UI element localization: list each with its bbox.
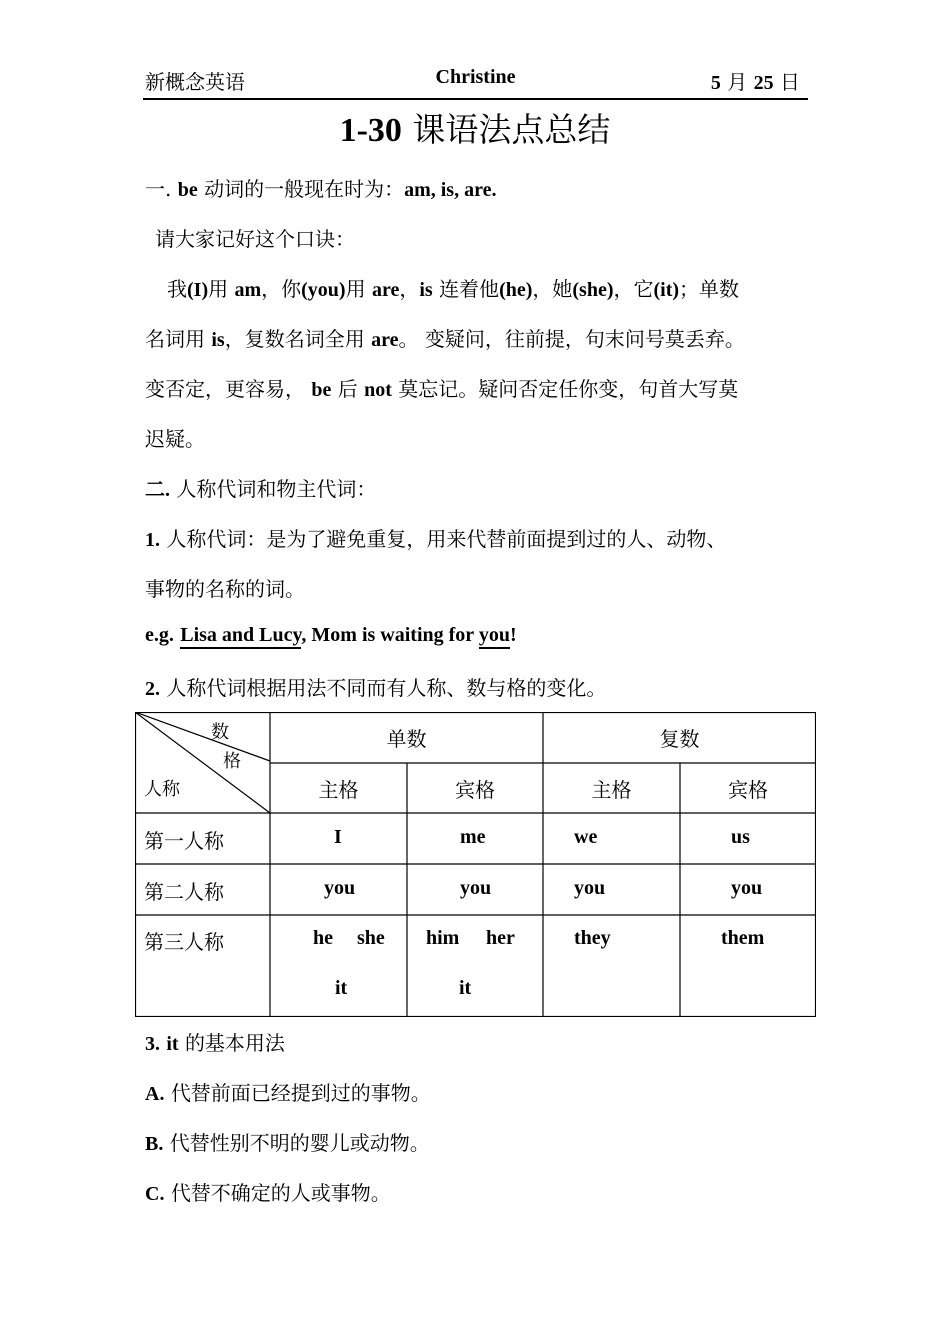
cell: them — [721, 927, 765, 949]
header-singular-obj: 宾格 — [455, 778, 495, 802]
cell: it — [459, 977, 472, 999]
cell: you — [460, 877, 492, 899]
corner-num: 数 — [211, 722, 229, 743]
header-plural-obj: 宾格 — [728, 778, 768, 802]
list-item: B. 代替性别不明的婴儿或动物。 — [145, 1131, 430, 1155]
header-center: Christine — [435, 66, 516, 88]
page-header — [143, 62, 808, 100]
point-1-cont: 事物的名称的词。 — [145, 577, 305, 601]
poem-line-1: 我(I)用 am，你(you)用 are，is 连着他(he)，她(she)，它(it)；单数 — [167, 277, 740, 301]
cell: she — [357, 927, 385, 949]
poem-line-2: 名词用 is，复数名词全用 are。 变疑问，往前提，句末问号莫丢弃。 — [145, 327, 745, 351]
cell: we — [574, 826, 598, 848]
pronoun-table — [135, 712, 816, 1017]
page-title: 1-30 课语法点总结 — [339, 110, 611, 149]
list-item: A. 代替前面已经提到过的事物。 — [145, 1081, 431, 1105]
cell: you — [731, 877, 763, 899]
point-2: 2. 人称代词根据用法不同而有人称、数与格的变化。 — [145, 676, 607, 700]
row-label: 第一人称 — [144, 829, 224, 853]
list-item: C. 代替不确定的人或事物。 — [145, 1181, 391, 1205]
poem-line-3: 变否定，更容易， be 后 not 莫忘记。疑问否定任你变，句首大写莫 — [145, 377, 739, 401]
example-sentence: e.g. Lisa and Lucy, Mom is waiting for you! — [145, 622, 517, 647]
cell: us — [731, 826, 750, 848]
cell: it — [335, 977, 348, 999]
section-1-heading: 一. be 动词的一般现在时为：am, is, are. — [145, 177, 497, 201]
cell: you — [324, 877, 356, 899]
cell: I — [334, 826, 342, 848]
cell: me — [460, 826, 486, 848]
cell: he — [313, 927, 333, 949]
cell: you — [574, 877, 606, 899]
cell: her — [486, 927, 515, 949]
poem-line-4: 迟疑。 — [145, 427, 205, 451]
header-plural-subj: 主格 — [591, 778, 632, 802]
header-left: 新概念英语 — [145, 70, 245, 94]
header-singular-subj: 主格 — [318, 778, 359, 802]
row-label: 第二人称 — [144, 880, 224, 904]
corner-case: 格 — [223, 751, 241, 772]
section-2-heading: 二. 人称代词和物主代词： — [145, 477, 377, 501]
cell: him — [426, 927, 460, 949]
cell: they — [574, 927, 611, 949]
point-1: 1. 人称代词：是为了避免重复，用来代替前面提到过的人、动物、 — [145, 527, 727, 551]
point-3: 3. it 的基本用法 — [145, 1031, 285, 1055]
intro-line: 请大家记好这个口诀： — [155, 227, 355, 251]
header-plural: 复数 — [659, 727, 700, 751]
corner-person: 人称 — [144, 779, 180, 800]
header-date: 5 月 25 日 — [710, 70, 800, 94]
header-singular: 单数 — [386, 727, 427, 751]
row-label: 第三人称 — [144, 930, 224, 954]
